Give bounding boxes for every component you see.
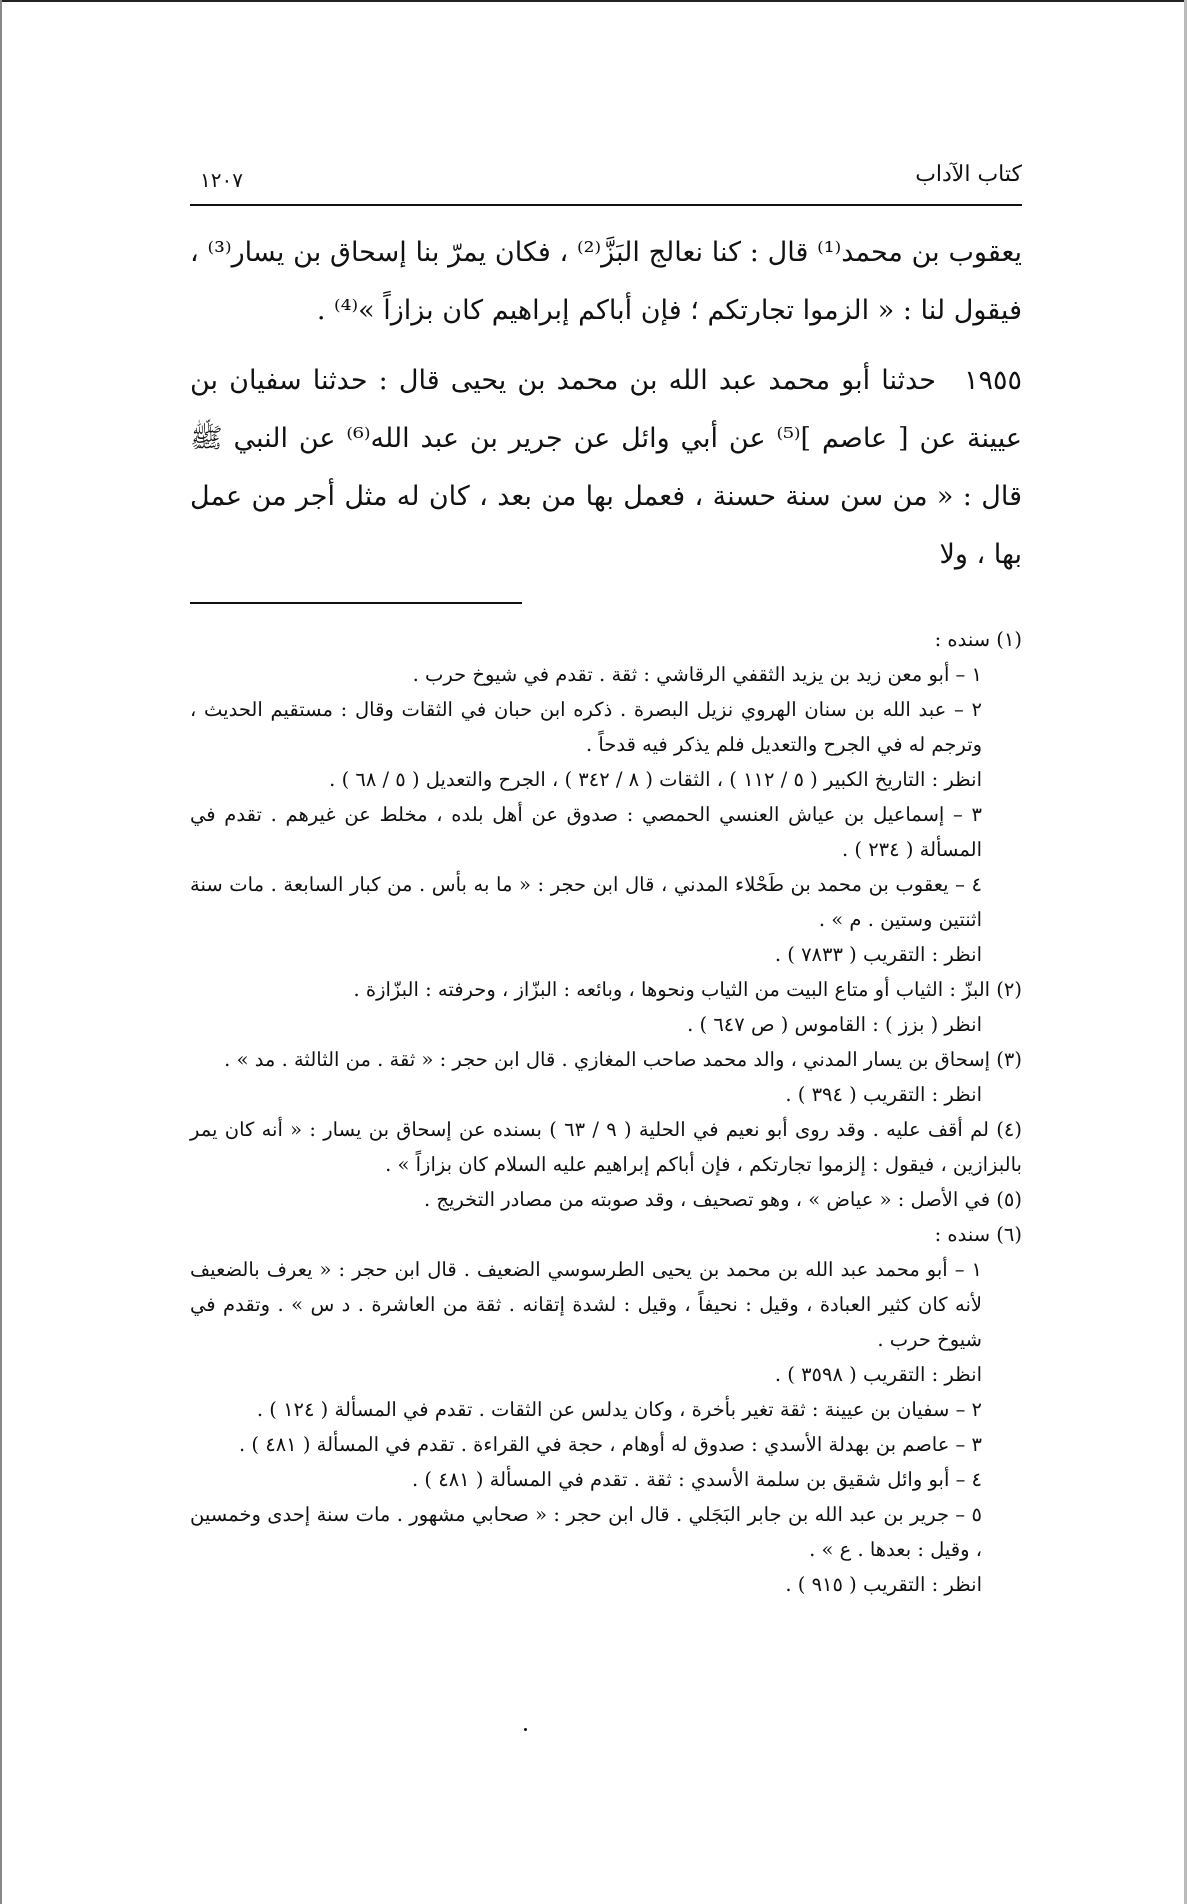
footnote-6-reference: انظر : التقريب ( ٣٥٩٨ ) . bbox=[774, 1363, 982, 1386]
footnote-1-item: ٢ – عبد الله بن سنان الهروي نزيل البصرة . ذكره ابن حبان في الثقات وقال : مستقيم الحديث ، وترجم له في الجرح والتعديل فلم يذكر فيه قدحاً . bbox=[190, 698, 982, 756]
scan-top-edge bbox=[0, 0, 1187, 2]
footnote-3-reference: انظر : التقريب ( ٣٩٤ ) . bbox=[785, 1083, 982, 1106]
footnote-6-item: ٤ – أبو وائل شقيق بن سلمة الأسدي : ثقة . تقدم في المسألة ( ٤٨١ ) . bbox=[412, 1468, 982, 1491]
footnote-1-title: (١) سنده : bbox=[934, 628, 1022, 651]
paragraph-continuation: يعقوب بن محمد⁽¹⁾ قال : كنا نعالج البَزَّ⁽²⁾ ، فكان يمرّ بنا إسحاق بن يسار⁽³⁾ ، فيقول لنا : « الزموا تجارتكم ؛ فإن أباكم إبراهيم كان بزازاً »⁽⁴⁾ . bbox=[190, 237, 1023, 326]
footnote-2: (٢) البزّ : الثياب أو متاع البيت من الثياب ونحوها ، وبائعه : البزّاز ، وحرفته : البزّازة . bbox=[353, 978, 1022, 1001]
footnote-1-reference: انظر : التقريب ( ٧٨٣٣ ) . bbox=[774, 943, 982, 966]
footnote-3: (٣) إسحاق بن يسار المدني ، والد محمد صاحب المغازي . قال ابن حجر : « ثقة . من الثالثة . مد » . bbox=[224, 1048, 1022, 1071]
hadith-text: حدثنا أبو محمد عبد الله بن محمد بن يحيى قال : حدثنا سفيان بن عيينة عن [ عاصم ]⁽⁵⁾ عن أبي وائل عن جرير بن عبد الله⁽⁶⁾ عن النبي ﷺ قال : « من سن سنة حسنة ، فعمل بها من بعد ، كان له مثل أجر من عمل بها ، ولا bbox=[190, 365, 1023, 570]
footnote-6-item: ٢ – سفيان بن عيينة : ثقة تغير بأخرة ، وكان يدلس عن الثقات . تقدم في المسألة ( ١٢٤ ) . bbox=[256, 1398, 982, 1421]
footnote-6-reference: انظر : التقريب ( ٩١٥ ) . bbox=[785, 1573, 982, 1596]
hadith-number: ١٩٥٥ bbox=[963, 365, 1022, 396]
footnote-4: (٤) لم أقف عليه . وقد روى أبو نعيم في الحلية ( ٩ / ٦٣ ) بسنده عن إسحاق بن يسار : « أنه كان يمر بالبزازين ، فيقول : إلزموا تجارتكم ، فإن أباكم إبراهيم عليه السلام كان بزازاً » . bbox=[190, 1118, 1022, 1176]
footnote-6-title: (٦) سنده : bbox=[934, 1223, 1022, 1246]
footnote-6-item: ٣ – عاصم بن بهدلة الأسدي : صدوق له أوهام ، حجة في القراءة . تقدم في المسألة ( ٤٨١ ) . bbox=[239, 1433, 982, 1456]
footnote-5: (٥) في الأصل : « عياض » ، وهو تصحيف ، وقد صوبته من مصادر التخريج . bbox=[424, 1188, 1022, 1211]
footnote-2-reference: انظر ( بزز ) : القاموس ( ص ٦٤٧ ) . bbox=[687, 1013, 982, 1036]
footnote-6-item: ٥ – جرير بن عبد الله بن جابر البَجَلي . قال ابن حجر : « صحابي مشهور . مات سنة إحدى وخمسين ، وقيل : بعدها . ع » . bbox=[190, 1503, 982, 1561]
footnote-1-item: ١ – أبو معن زيد بن يزيد الثقفي الرقاشي : ثقة . تقدم في شيوخ حرب . bbox=[412, 663, 982, 686]
footnote-1-item: ٤ – يعقوب بن محمد بن طَحْلاء المدني ، قال ابن حجر : « ما به بأس . من كبار السابعة . مات سنة اثنتين وستين . م » . bbox=[190, 873, 982, 931]
footnote-6-item: ١ – أبو محمد عبد الله بن محمد بن يحيى الطرسوسي الضعيف . قال ابن حجر : « يعرف بالضعيف لأنه كان كثير العبادة ، وقيل : نحيفاً ، وقيل : لشدة إتقانه . ثقة من العاشرة . د س » . وتقدم في شيوخ حرب . bbox=[190, 1258, 982, 1351]
scan-speck bbox=[524, 1728, 527, 1731]
footnote-1-item: ٣ – إسماعيل بن عياش العنسي الحمصي : صدوق عن أهل بلده ، مخلط عن غيرهم . تقدم في المسألة ( ٢٣٤ ) . bbox=[190, 803, 982, 861]
scan-left-edge bbox=[0, 0, 2, 1904]
running-header bbox=[190, 160, 1022, 204]
header-rule bbox=[190, 204, 1022, 206]
footnotes bbox=[190, 622, 1022, 1602]
footnote-1-reference: انظر : التاريخ الكبير ( ٥ / ١١٢ ) ، الثقات ( ٨ / ٣٤٢ ) ، الجرح والتعديل ( ٥ / ٦٨ ) . bbox=[329, 768, 982, 791]
book-page bbox=[190, 160, 1022, 1602]
footnote-separator bbox=[190, 602, 522, 604]
book-title: كتاب الآداب bbox=[915, 162, 1022, 187]
page-number: ١٢٠٧ bbox=[200, 168, 243, 192]
hadith-paragraph bbox=[190, 352, 1022, 584]
main-text bbox=[190, 224, 1022, 584]
